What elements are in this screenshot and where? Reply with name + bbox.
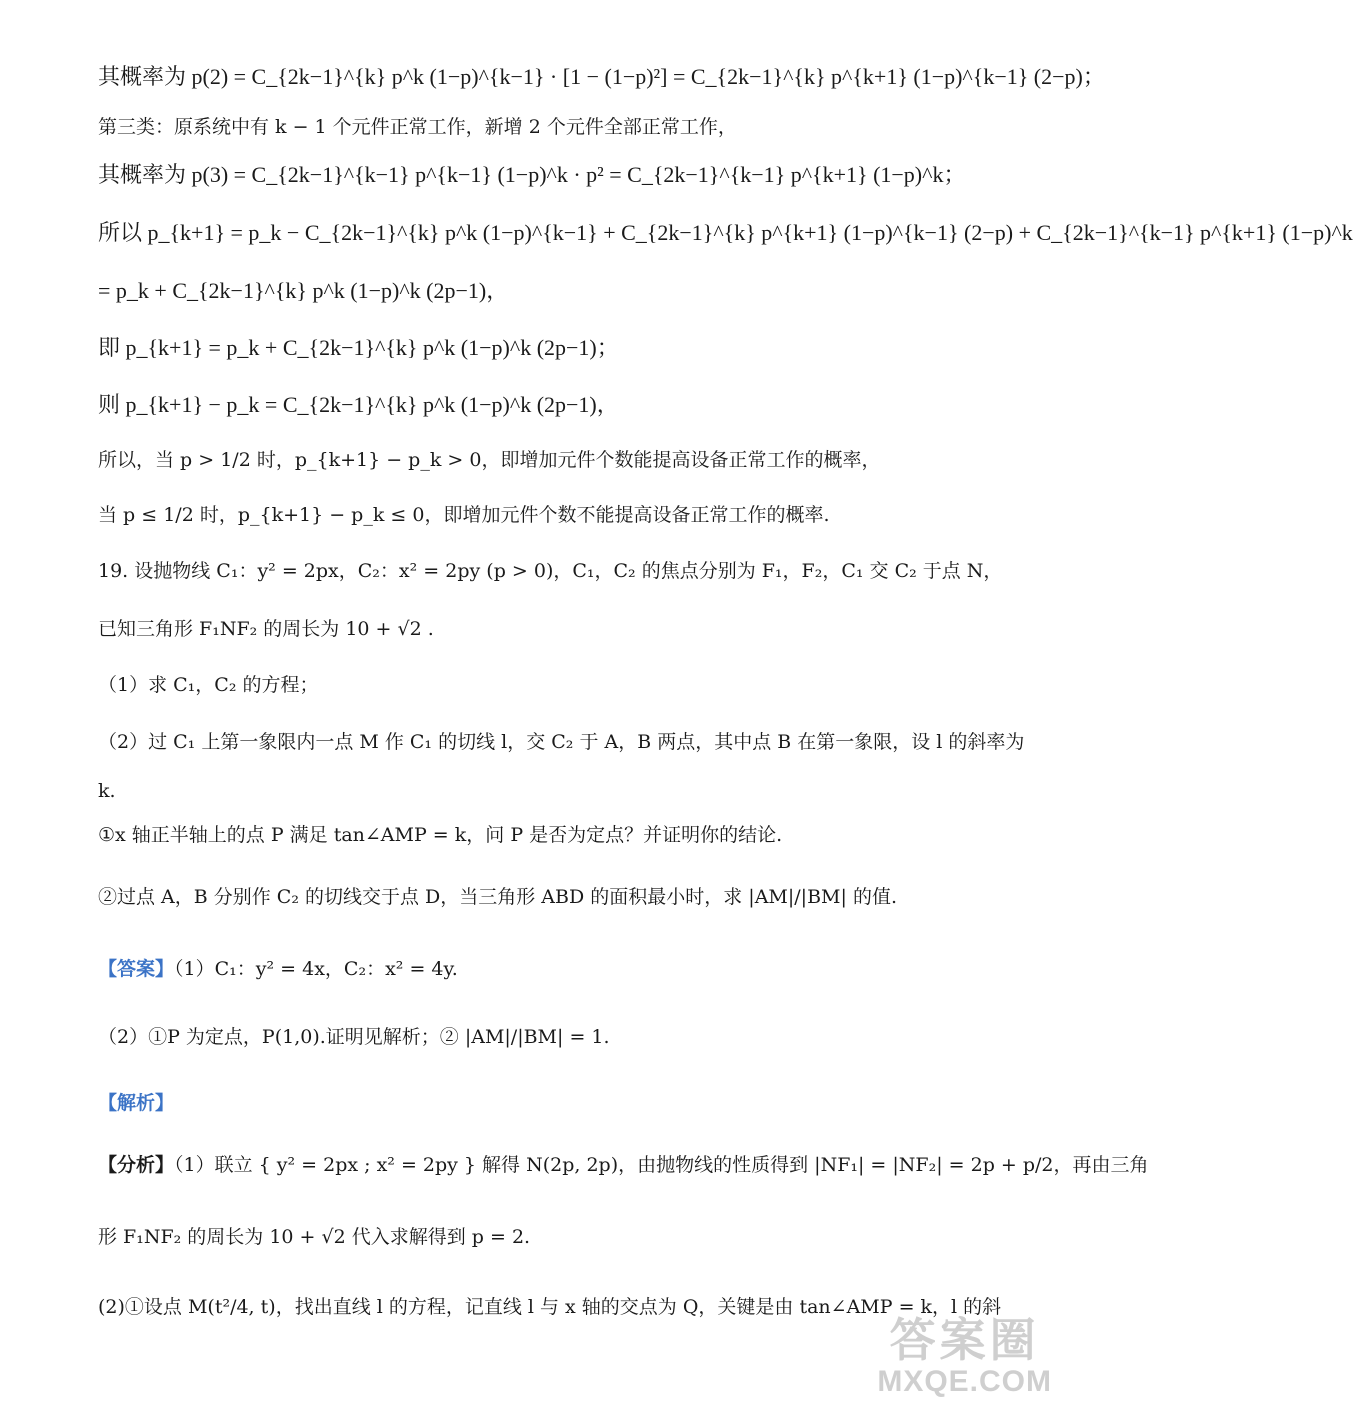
text-line: 其概率为 p(3) = C_{2k−1}^{k−1} p^{k−1} (1−p)^k · p² = C_{2k−1}^{k−1} p^{k+1} (1−p)^k； [98,162,966,187]
question-sub-2: ②过点 A，B 分别作 C₂ 的切线交于点 D，当三角形 ABD 的面积最小时，求 |AM|/|BM| 的值. [98,886,897,908]
text-line: 当 p ≤ 1/2 时，p_{k+1} − p_k ≤ 0，即增加元件个数不能提高设备正常工作的概率. [98,504,830,526]
text-line: 第三类：原系统中有 k − 1 个元件正常工作，新增 2 个元件全部正常工作， [98,116,737,138]
analysis-line-1 [98,1150,1149,1180]
text-line: 则 p_{k+1} − p_k = C_{2k−1}^{k} p^k (1−p)^k (2p−1)， [98,392,619,417]
watermark-url: MXQE.COM [877,1365,1052,1398]
question-part-1: （1）求 C₁，C₂ 的方程； [98,674,319,696]
text-line: 已知三角形 F₁NF₂ 的周长为 10 + √2 . [98,618,434,640]
text-line: 即 p_{k+1} = p_k + C_{2k−1}^{k} p^k (1−p)^k (2p−1)； [98,335,619,360]
fenxi-tag: 【分析】 [98,1154,175,1176]
analysis-heading [98,1088,1020,1118]
question-19: 19. 设抛物线 C₁：y² = 2px，C₂：x² = 2py (p > 0)，C₁，C₂ 的焦点分别为 F₁，F₂，C₁ 交 C₂ 于点 N， [98,560,1003,582]
answer-text: （1）C₁：y² = 4x，C₂：x² = 4y. [174,958,458,980]
analysis-line-2: 形 F₁NF₂ 的周长为 10 + √2 代入求解得到 p = 2. [98,1226,531,1248]
analysis-text: （1）联立 { y² = 2px ; x² = 2py } 解得 N(2p, 2p)，由抛物线的性质得到 |NF₁| = |NF₂| = 2p + p/2，再由三角 [174,1154,1149,1176]
text-line: k. [98,780,116,802]
text-line: 所以，当 p > 1/2 时，p_{k+1} − p_k > 0，即增加元件个数能提高设备正常工作的概率， [98,449,881,471]
text-line: 其概率为 p(2) = C_{2k−1}^{k} p^k (1−p)^{k−1} · [1 − (1−p)²] = C_{2k−1}^{k} p^{k+1} (1−p)^{k−1} (2−p)； [98,64,1105,89]
answer-line-1 [98,954,1020,984]
question-sub-1: ①x 轴正半轴上的点 P 满足 tan∠AMP = k，问 P 是否为定点？并证明你的结论. [98,824,783,846]
text-line: = p_k + C_{2k−1}^{k} p^k (1−p)^k (2p−1)， [98,278,509,303]
text-line: 所以 p_{k+1} = p_k − C_{2k−1}^{k} p^k (1−p)^{k−1} + C_{2k−1}^{k} p^{k+1} (1−p)^{k−1} (2−p) + C_{2k−1}^{k−1} p^{k+1} (1−p)^k [98,220,1353,245]
analysis-line-3: (2)①设点 M(t²/4, t)，找出直线 l 的方程，记直线 l 与 x 轴的交点为 Q，关键是由 tan∠AMP = k，l 的斜 [98,1296,1002,1318]
analysis-tag: 【解析】 [98,1092,175,1114]
watermark-logo: 答案圈 [889,1314,1040,1366]
answer-line-2: （2）①P 为定点，P(1,0).证明见解析；② |AM|/|BM| = 1. [98,1026,610,1048]
answer-tag: 【答案】 [98,958,175,980]
watermark [877,1315,1052,1399]
question-part-2: （2）过 C₁ 上第一象限内一点 M 作 C₁ 的切线 l，交 C₂ 于 A，B 两点，其中点 B 在第一象限，设 l 的斜率为 [98,731,1025,753]
